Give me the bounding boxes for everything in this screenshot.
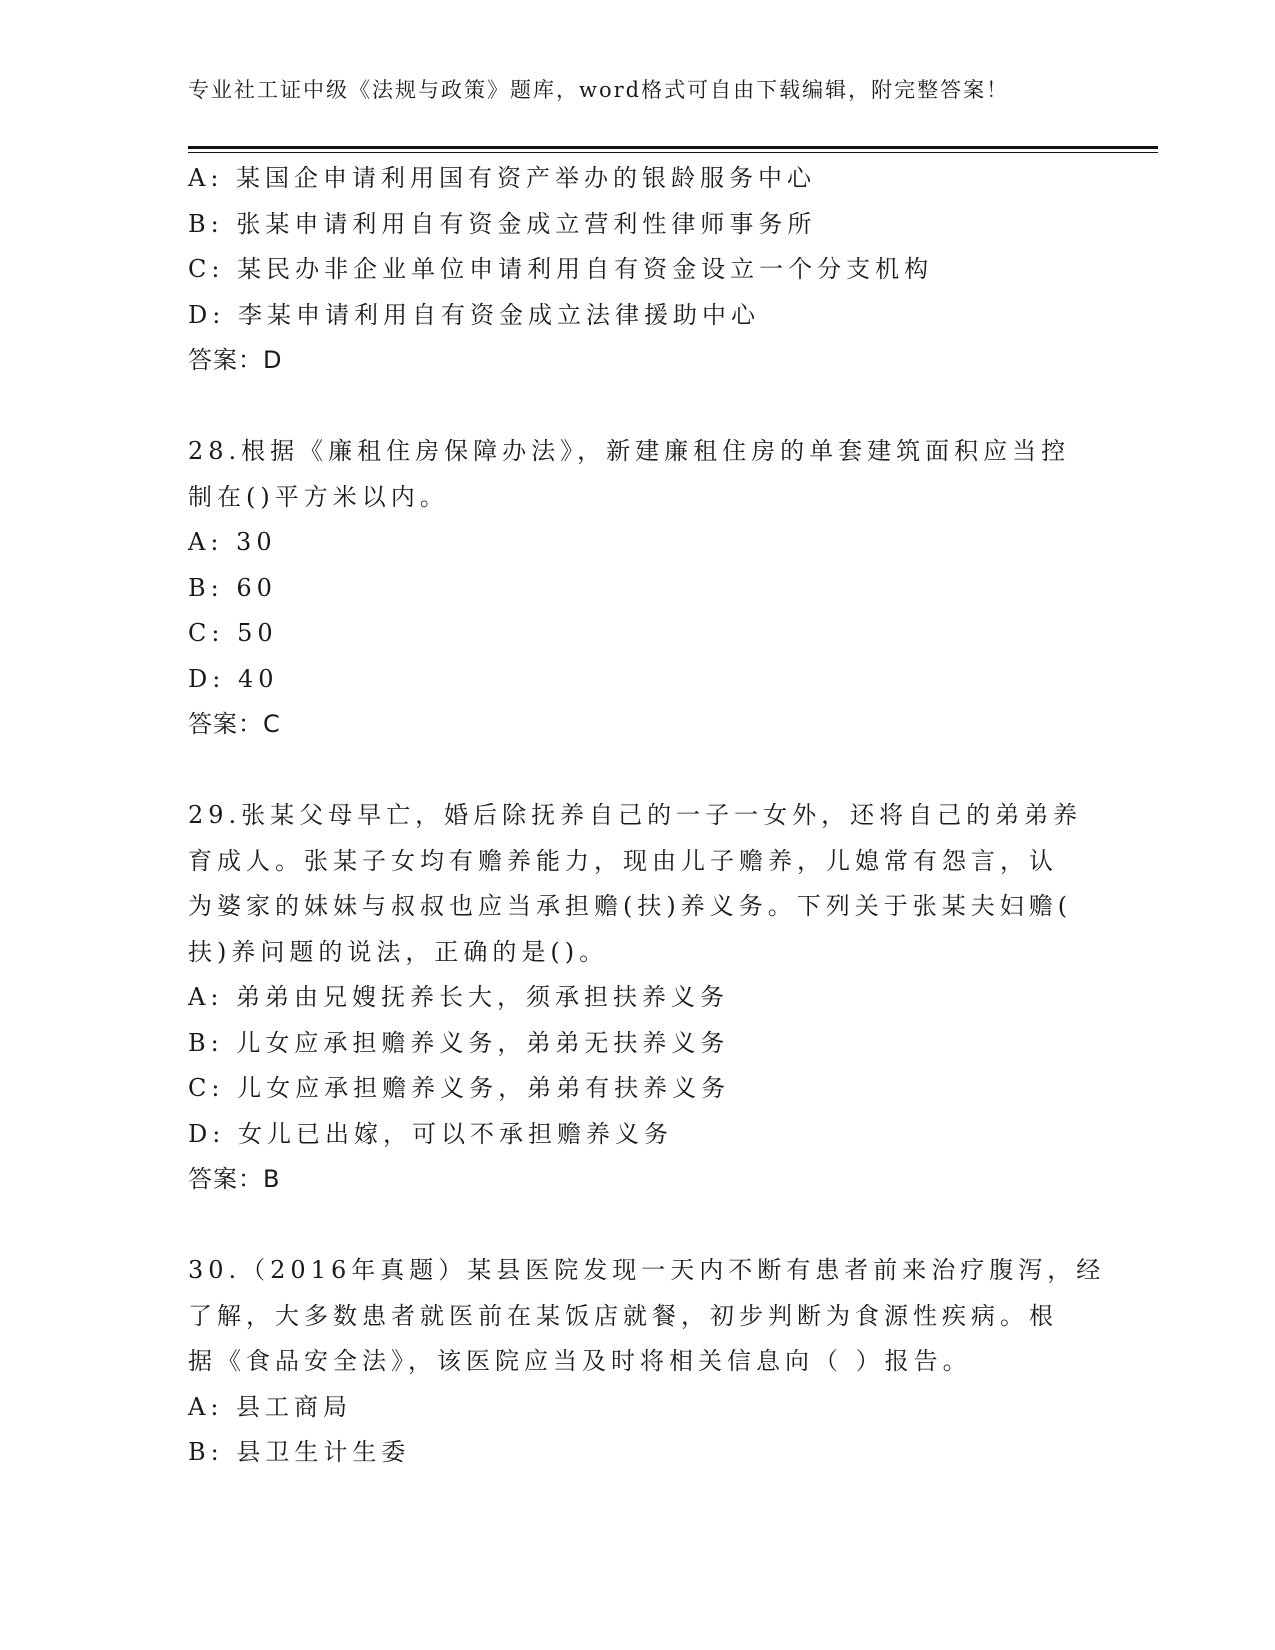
spacer [188, 748, 1088, 794]
question-stem-line: 制在()平方米以内。 [188, 482, 449, 511]
question-27-block [188, 156, 1088, 384]
option-b: B: 县卫生计生委 [188, 1438, 411, 1466]
document-header: 专业社工证中级《法规与政策》题库，word格式可自由下载编辑，附完整答案！ [188, 78, 1010, 102]
option-d: D: 女儿已出嫁，可以不承担赡养义务 [188, 1119, 673, 1148]
option-c: C: 某民办非企业单位申请利用自有资金设立一个分支机构 [188, 255, 934, 283]
question-stem-line: 育成人。张某子女均有赡养能力，现由儿子赡养，儿媳常有怨言，认 [188, 846, 1058, 875]
answer-label: 答案：C [188, 710, 281, 738]
spacer [188, 1203, 1088, 1249]
spacer [188, 384, 1088, 430]
question-28-block [188, 429, 1088, 748]
question-29-block [188, 793, 1088, 1203]
option-a: A: 某国企申请利用国有资产举办的银龄服务中心 [188, 164, 817, 192]
question-stem-line: 为婆家的妹妹与叔叔也应当承担赡(扶)养义务。下列关于张某夫妇赡( [188, 892, 1073, 920]
question-30-block [188, 1248, 1106, 1476]
question-list [188, 156, 1106, 1476]
option-b: B: 60 [188, 573, 277, 602]
question-stem-line: 28.根据《廉租住房保障办法》，新建廉租住房的单套建筑面积应当控 [188, 437, 1071, 465]
option-a: A: 县工商局 [188, 1392, 353, 1421]
option-b: B: 儿女应承担赡养义务，弟弟无扶养义务 [188, 1028, 730, 1057]
header-rule-thick [188, 146, 1158, 149]
option-a: A: 弟弟由兄嫂抚养长大，须承担扶养义务 [188, 983, 730, 1011]
option-c: C: 50 [188, 619, 278, 647]
option-d: D: 40 [188, 664, 279, 693]
option-c: C: 儿女应承担赡养义务，弟弟有扶养义务 [188, 1074, 731, 1102]
question-stem-line: 30.（2016年真题）某县医院发现一天内不断有患者前来治疗腹泻，经 [188, 1256, 1106, 1284]
answer-label: 答案：B [188, 1165, 281, 1193]
option-a: A: 30 [188, 528, 277, 556]
question-stem-line: 29.张某父母早亡，婚后除抚养自己的一子一女外，还将自己的弟弟养 [188, 801, 1083, 829]
option-d: D: 李某申请利用自有资金成立法律援助中心 [188, 300, 760, 329]
answer-label: 答案：D [188, 346, 283, 374]
question-stem-line: 了解，大多数患者就医前在某饭店就餐，初步判断为食源性疾病。根 [188, 1301, 1058, 1330]
question-stem-line: 据《食品安全法》，该医院应当及时将相关信息向（ ）报告。 [188, 1347, 972, 1375]
question-stem-line: 扶)养问题的说法，正确的是()。 [188, 937, 609, 966]
header-rule-thin [188, 152, 1158, 153]
option-b: B: 张某申请利用自有资金成立营利性律师事务所 [188, 209, 817, 238]
